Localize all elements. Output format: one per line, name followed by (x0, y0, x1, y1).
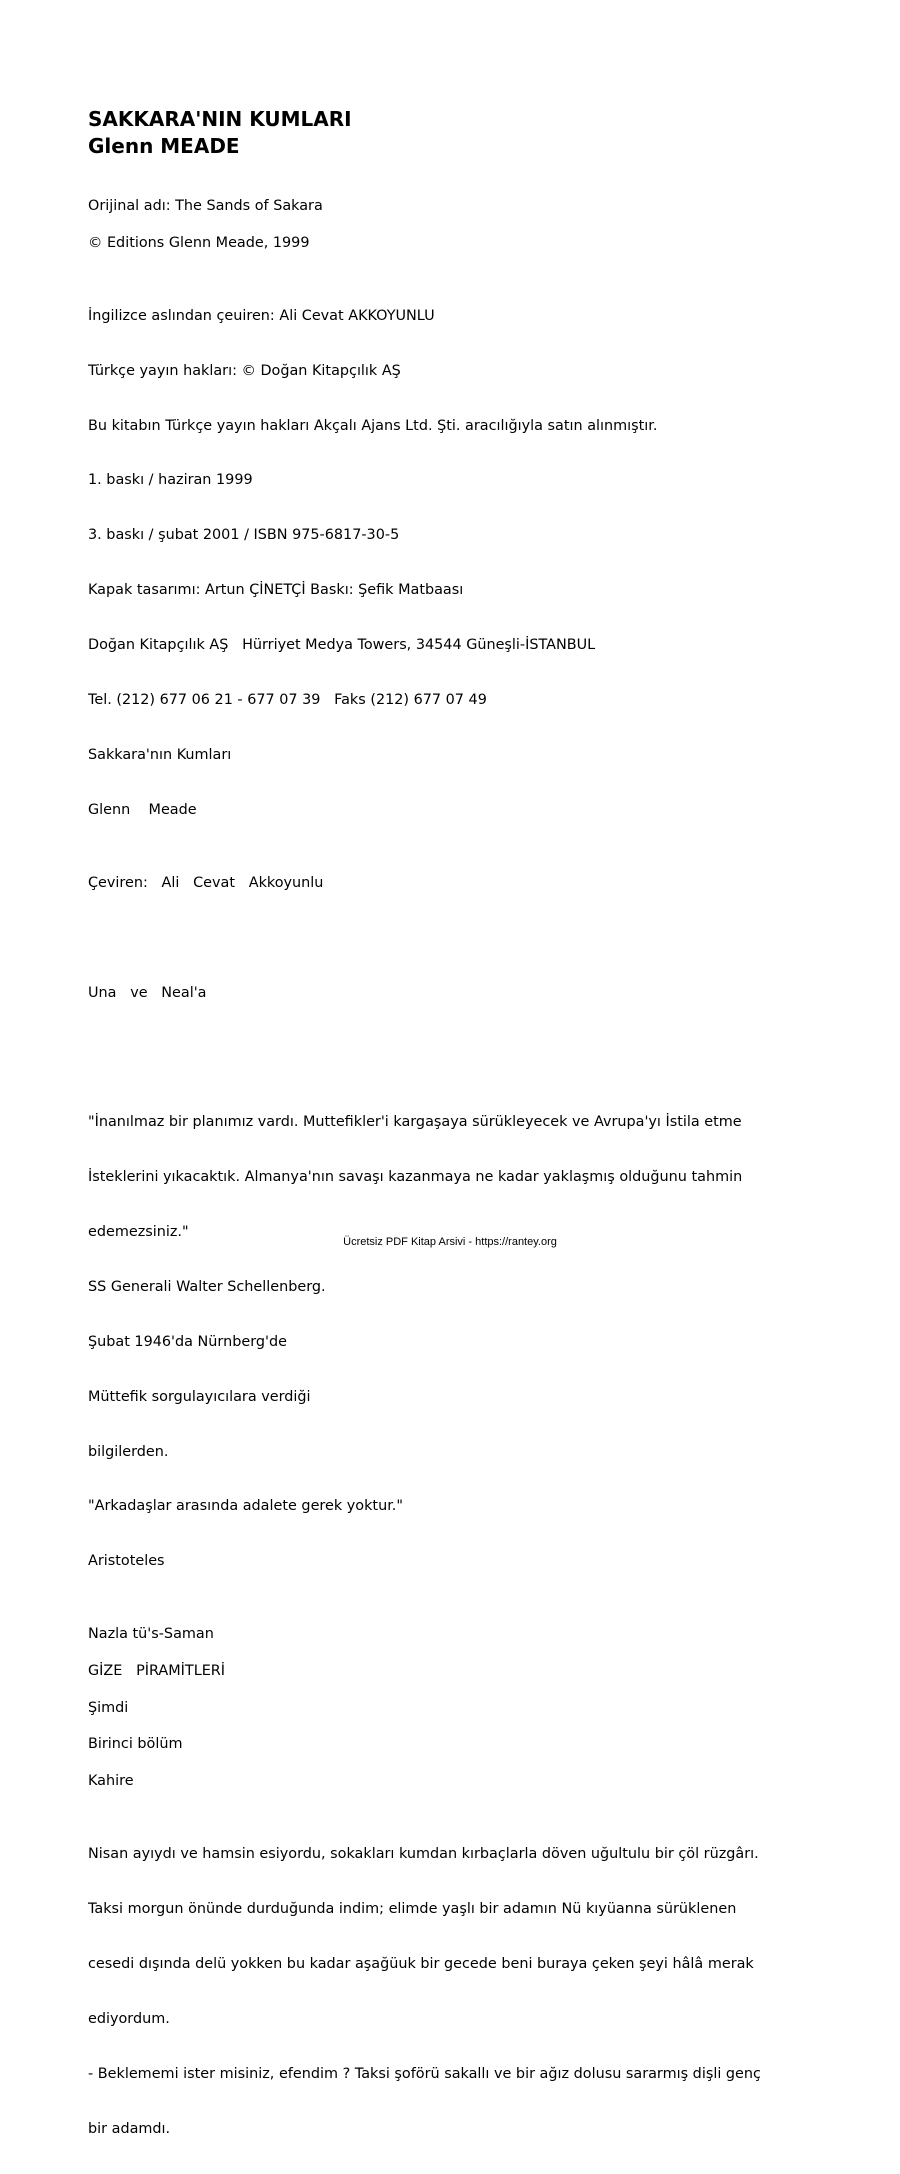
colophon-line: 3. baskı / şubat 2001 / ISBN 975-6817-30-5 (88, 527, 400, 544)
colophon-line: Bu kitabın Türkçe yayın hakları Akçalı Ajans Ltd. Şti. aracılığıyla satın alınmıştır. (88, 417, 658, 434)
colophon-block (88, 270, 828, 856)
epigraph-line: Müttefik sorgulayıcılara verdiği (88, 1388, 311, 1405)
epigraph-line: İsteklerini yıkacaktık. Almanya'nın savaşı kazanmaya ne kadar yaklaşmış olduğunu tahmin (88, 1169, 743, 1186)
colophon-line: Sakkara'nın Kumları (88, 746, 232, 763)
narrative-line: - Beklememi ister misiniz, efendim ? Taksi şoförü sakallı ve bir ağız dolusu sararmış dişli genç (88, 2065, 761, 2082)
book-title: SAKKARA'NIN KUMLARI (88, 107, 352, 131)
epigraph-line: SS Generali Walter Schellenberg. (88, 1278, 326, 1295)
dedication: Una ve Neal'a (88, 985, 207, 1002)
narrative-line: cesedi dışında delü yokken bu kadar aşağüuk bir gecede beni buraya çeken şeyi hâlâ merak (88, 1955, 754, 1972)
colophon-line: Kapak tasarımı: Artun ÇİNETÇİ Baskı: Şefik Matbaası (88, 582, 464, 599)
colophon-line: Doğan Kitapçılık AŞ Hürriyet Medya Towers, 34544 Güneşli-İSTANBUL (88, 637, 596, 654)
colophon-line: Tel. (212) 677 06 21 - 677 07 39 Faks (212) 677 07 49 (88, 692, 487, 709)
section-heading: GİZE PİRAMİTLERİ (88, 1663, 226, 1680)
epigraph-line: Aristoteles (88, 1553, 165, 1570)
section-heading: Şimdi (88, 1699, 129, 1716)
translator-line: Çeviren: Ali Cevat Akkoyunlu (88, 874, 324, 891)
epigraph-line: Şubat 1946'da Nürnberg'de (88, 1333, 287, 1350)
book-author: Glenn MEADE (88, 134, 240, 158)
copyright-line: © Editions Glenn Meade, 1999 (88, 234, 310, 251)
colophon-line: Glenn Meade (88, 801, 197, 818)
narrative-line: Nisan ayıydı ve hamsin esiyordu, sokakları kumdan kırbaçlarla döven uğultulu bir çöl rüzgârı. (88, 1846, 759, 1863)
epigraph-line: bilgilerden. (88, 1443, 169, 1460)
section-heading: Nazla tü's-Saman (88, 1626, 214, 1643)
original-title: Orijinal adı: The Sands of Sakara (88, 198, 323, 214)
colophon-line: 1. baskı / haziran 1999 (88, 472, 253, 489)
colophon-line: Türkçe yayın hakları: © Doğan Kitapçılık AŞ (88, 362, 401, 379)
epigraph-line: edemezsiniz." (88, 1223, 189, 1240)
document-page (88, 106, 828, 2174)
footer-watermark: Ücretsiz PDF Kitap Arsivi - https://rantey.org (343, 1236, 557, 1248)
epigraph-line: "İnanılmaz bir planımız vardı. Muttefikler'i kargaşaya sürükleyecek ve Avrupa'yı İstila etme (88, 1114, 742, 1131)
narrative-line: ediyordum. (88, 2010, 170, 2027)
epigraph-block (88, 1077, 828, 1608)
epigraph-line: "Arkadaşlar arasında adalete gerek yoktur." (88, 1498, 403, 1515)
colophon-line: İngilizce aslından çeuiren: Ali Cevat AKKOYUNLU (88, 307, 435, 324)
location-heading: Kahire (88, 1772, 134, 1789)
narrative-paragraph (88, 1808, 828, 2174)
narrative-line: bir adamdı. (88, 2120, 171, 2137)
chapter-heading: Birinci bölüm (88, 1736, 183, 1753)
narrative-line: Taksi morgun önünde durduğunda indim; elimde yaşlı bir adamın Nü kıyüanna sürüklenen (88, 1900, 737, 1917)
